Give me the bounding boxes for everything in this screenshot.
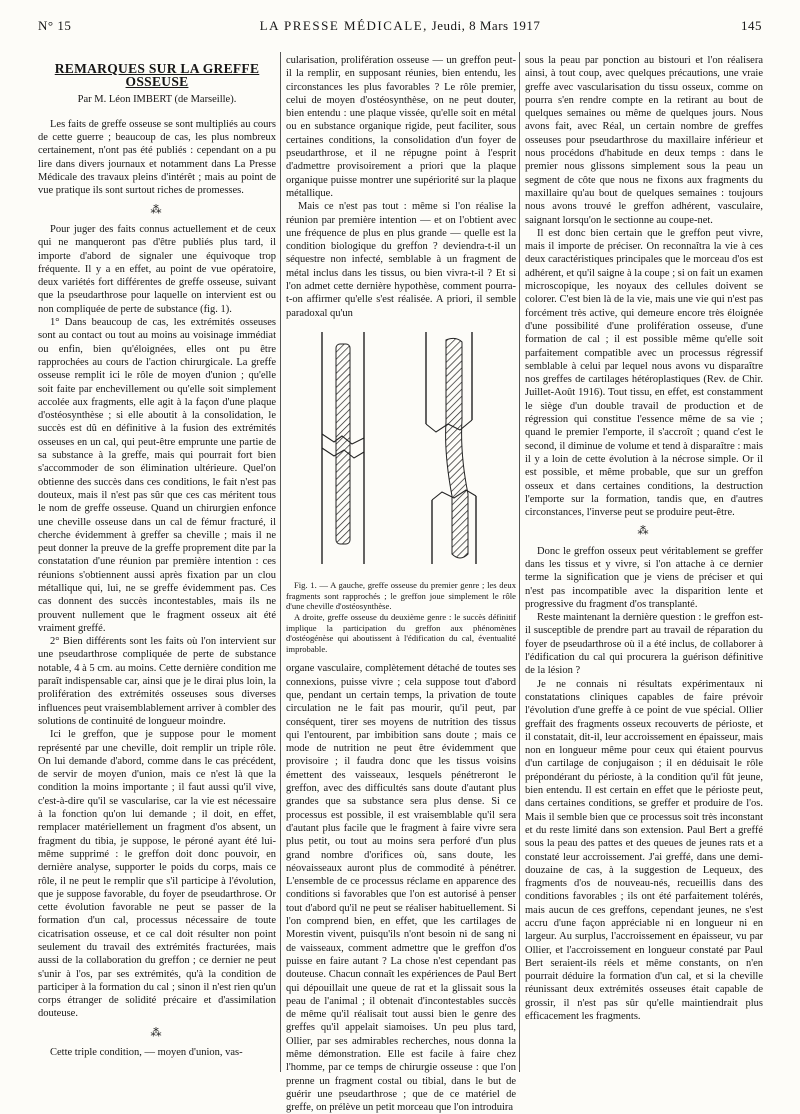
page-number: 145 (741, 18, 762, 33)
figure-1-illustration (286, 324, 516, 574)
paragraph: Reste maintenant la dernière question : le greffon est-il susceptible de prendre part au travail de réparation du foyer de pseudarthrose où il a été inclus, de collaborer à l'édification du cal qui procurera la guérison définitive de la lésion ? (525, 612, 763, 677)
paragraph: Ici le greffon, que je suppose pour le moment représenté par une cheville, doit remplir un triple rôle. On lui demande d'abord, comme dans le cas précédent, de servir de moyen d'union, mais ce n'est là que la condition la moins importante ; il faut aussi qu'il vive, c'est-à-dire qu'il se vascularise, car la vie est nécessaire à la fonction qu'on lui demande ; il doit, en effet, remplacer matériellement un fragment d'os absent, un fragment du tibia, je suppose, le péroné ayant été lui-même supprimé : le greffon doit donc pouvoir, en dernière analyse, supporter le poids du corps, mais ce rôle, il ne peut le remplir que s'il participe à l'évolution, que je suppose favorable, du foyer de pseudarthrose. Or cette évolution favorable ne peut se passer de la formation d'un cal, processus nécessaire de toute cicatrisation osseuse, et ce cal doit résulter non point seulement du travail des extrémités fracturées, mais aussi de la collaboration du greffon ; ce dernier ne peut s'unir à l'os, par ses extrémités, qu'à la condition de participer à la formation du cal ; sinon il n'est rien qu'un corps étranger de solidité précaire et d'assimilation douteuse. (38, 729, 276, 1020)
paragraph: Mais ce n'est pas tout : même si l'on réalise la réunion par première intention — et on l'obtient avec une fréquence de plus en plus grande — quelle est la condition biologique du greffon ? deviendra-t-il un séquestre non infecté, semblable à un fragment de métal inclus dans les tissus, ou bien vivra-t-il ? Et si l'on admet cette dernière hypothèse, comment pourra-t-on affirmer qu'elle s'est réalisée. A priori, il semble paradoxal qu'un (286, 201, 516, 319)
paragraph: Les faits de greffe osseuse se sont multipliés au cours de cette guerre ; beaucoup de cas, les plus nombreux certainement, n'ont pas été publiés : cependant on a pu lire dans divers journaux et notamment dans La Presse Médicale des travaux pleins d'intérêt ; mais au point de vue pratique ils sont surtout riches de promesses. (38, 118, 276, 197)
column-1 (38, 54, 276, 1074)
section-separator: ⁂ (150, 1026, 164, 1039)
section-separator: ⁂ (637, 525, 651, 538)
paragraph: cularisation, prolifération osseuse — un greffon peut-il la remplir, en supposant réunies, bien entendu, les circonstances les plus favorables ? Le rôle premier, celui de moyen d'ostéosynthèse, on ne peut douter, bien entendu : une plaque vissée, qu'elle soit en métal ou en substance organique rigide, peut faciliter, sous certaines conditions, la consolidation d'un foyer de pseudarthrose, et il ne répugne point à l'esprit d'admettre provisoirement a priori que la plaque organique puisse montrer une supériorité sur la plaque métallique. (286, 55, 516, 199)
caption-text-left: Fig. 1. — A gauche, greffe osseuse du premier genre ; les deux fragments sont rapprochés ; le greffon joue simplement le rôle d'une cheville d'ostéosynthèse. (286, 580, 516, 612)
issue-date: Jeudi, 8 Mars 1917 (431, 18, 541, 33)
article-byline: Par M. Léon IMBERT (de Marseille). (77, 93, 237, 105)
paragraph: Pour juger des faits connus actuellement et de ceux qui ne manqueront pas d'être publiés plus tard, il importe d'abord de signaler une équivoque trop fréquente. Il y a en effet, au point de vue opératoire, deux variétés fort différentes de greffe osseuse, suivant que la pseudarthrose pour laquelle on intervient est ou non compliquée de perte de substance (fig. 1). (38, 223, 276, 315)
column-3 (525, 54, 763, 1074)
column-rule-2 (519, 52, 520, 1072)
paragraph: Il est donc bien certain que le greffon peut vivre, mais il importe de préciser. On reconnaîtra la vie à ces deux caractéristiques principales que le morceau d'os est adhérent, et qu'il saigne à la coupe ; si on fait un examen microscopique, les noyaux des cellules doivent se colorer. C'est bien là de la vie, mais une vie qui n'est pas forcément très active, qui demeure encore très éloignée d'une possibilité d'une prolifération osseuse, d'une formation de cal ; il est possible même qu'elle soit parfaitement compatible avec un processus régressif semblable à celui par lequel nous avons vu disparaître nos greffes de cartilages hétéroplastiques (Rev. de Chir. Juillet-Août 1916). Tout tissu, en effet, est constamment le siège d'un double travail de production et de régression qui constitue l'essence même de sa vie ; quand le premier l'emporte, il s'accroît ; quand c'est le second, il diminue de volume et tend à disparaître : mais il y a loin de cette évolution à la nécrose simple. Or il est possible, et même probable, que sur un greffon osseux et dans certaines conditions, la destruction l'emporte sur la formation, tandis que, en d'autres circonstances, l'inverse peut se produire peut-être. (525, 227, 763, 519)
article-title: REMARQUES SUR LA GREFFE OSSEUSE (54, 61, 260, 90)
paragraph: Cette triple condition, — moyen d'union, vas- (50, 1047, 243, 1059)
column-rule-1 (280, 52, 281, 1072)
paragraph: sous la peau par ponction au bistouri et l'on réalisera ainsi, à tout coup, avec quelques précautions, une vraie greffe avec vascularisation du tissu osseux, comme on pourra s'en rendre compte en la retirant au bout de quelques semaines ou même de quelques jours. Nous avons fait, avec Réal, un certain nombre de greffes osseuses pour pseudarthrose du maxillaire inférieur et nous procédons d'habitude en deux temps : dans le premier nous glissons simplement sous la peau un segment de côte que nous ne fixons aux fragments du maxillaire qu'au bout de quelques semaines : toujours nous avons trouvé le greffon adhérent, vasculaire, saignant lorsqu'on le sectionne au coupe-net. (525, 55, 763, 226)
section-separator: ⁂ (150, 203, 164, 216)
paragraph: 1° Dans beaucoup de cas, les extrémités osseuses sont au contact ou tout au moins au voisinage immédiat ou enfin, bien qu'éloignées, elles ont pu être rapprochées au cours de l'action chirurgicale. La greffe osseuse remplit ici le rôle de moyen d'union ; qu'elle soit faite par enchevillement ou qu'elle soit simplement accolée aux fragments, elle agit à la façon d'une plaque d'ostéosynthèse ; si elle aboutit à la consolidation, le succès est dû en définitive à la fusion des extrémités osseuses en un cal, qui peut-être emprunte une partie de sa substance à la greffe, mais qui pourrait fort bien s'accommoder de son élimination ultérieure. Quel'on obtienne des succès dans ces conditions, le fait n'est pas douteux, mais il n'est pas sûr que ces cas méritent tous le nom de greffe osseuse. Quand un chirurgien enfonce une cheville osseuse dans un cal de fémur fracturé, il cherche évidemment à greffer sa cheville ; mais il ne peut donner la preuve de la greffe proprement dite par la constatation d'une réunion par première intention : ces réunions s'obtiennent aussi après fixation par un clou métallique qui, lui, ne se greffe évidemment pas. Ces cas donnent des succès incontestables, mais ils ne prouvent nullement que le fragment osseux ait été vraiment greffé. (38, 317, 276, 634)
header-title (38, 18, 762, 34)
column-2 (286, 54, 516, 1114)
paragraph: 2° Bien différents sont les faits où l'on intervient sur une pseudarthrose compliquée de perte de substance notable, 4 à 5 cm. au moins. Cette dernière condition me paraît indispensable car, ainsi que je le dirai plus loin, la prolifération des extrémités osseuses sous diverses influences peut vraisemblablement arriver à combler des solutions de continuité de longueur moindre. (38, 636, 276, 727)
caption-text-right: A droite, greffe osseuse du deuxième genre : le succès définitif implique la participation du greffon aux phénomènes d'ostéogénèse qui aboutissent à l'édification du cal, éventualité improbable. (286, 612, 516, 654)
issue-number: N° 15 (38, 18, 72, 33)
figure-left-bone (322, 332, 364, 564)
page-header (38, 18, 762, 40)
journal-name: LA PRESSE MÉDICALE, (259, 18, 428, 33)
figure-caption (286, 580, 516, 654)
figure-right-bone (426, 332, 476, 564)
paragraph: Je ne connais ni résultats expérimentaux ni constatations cliniques capables de faire prévoir l'évolution d'une greffe à ce point de vue spécial. Ollier greffait des fragments osseux recouverts de périoste, et il constatait, dit-il, leur accroissement en épaisseur, mais non en longueur même pour ceux qui étaient pourvus d'un cartilage de conjugaison ; il en déduisait le rôle prépondérant du périoste, à la condition qu'il fût jeune, bien entendu. Il est certain en effet que le périoste peut, dans certaines conditions, se greffer et produire de l'os. Mais il semble bien que ce processus soit très inconstant et du reste limité dans son extension. Paul Bert a greffé sous la peau des pattes et des queues de jeunes rats et a constaté leur accroissement. J'ai greffé, dans une demi-douzaine de cas, à la suggestion de Lequeux, des fragments d'os de nouveau-nés, recueillis dans des conditions favorables ; ils ont été parfaitement tolérés, mais aucun de ces greffons, cependant jeunes, ne s'est accru d'une façon appréciable ni en longueur ni en largeur. Au surplus, l'accroissement en épaisseur, vu par Ollier, et l'accroissement en longueur constaté par Paul Bert seraient-ils réels et même constants, on n'en pourrait déduire la formation d'un cal, et si la cheville réunissant deux extrémités osseuses était capable de grossir, il n'est pas sûr qu'elle maintiendrait plus efficacement les fragments. (525, 678, 763, 1023)
paragraph: Donc le greffon osseux peut véritablement se greffer dans les tissus et y vivre, si l'on attache à ce dernier terme la signification que je viens de préciser et qui n'est pas incompatible avec la disparition lente et progressive du fragment d'os transplanté. (525, 545, 763, 610)
paragraph: organe vasculaire, complètement détaché de toutes ses connexions, puisse vivre ; cela suppose tout d'abord que, pendant un certain temps, la privation de toute circulation ne le fait pas mourir, qu'il peut, par conséquent, tirer ses moyens de nutrition des tissus qui l'entourent, par imbibition sans doute ; mais ce mode de nutrition ne peut être évidemment que provisoire ; il faudra donc que les tissus voisins émettent des vaisseaux, lesquels pénétreront le greffon, avec des difficultés sans doute d'autant plus grandes que sa substance sera plus dense. Si ce processus est possible, il est vraisemblable qu'il sera d'autant plus facile que le fragment à faire vivre sera plus petit, ou tout au moins sera perforé d'un plus grand nombre d'orifices où, sans doute, les néovaisseaux auront plus de commodité à pénétrer. L'ensemble de ce processus réclame en apparence des conditions si favorables que l'on est autorisé à penser tout d'abord qu'il ne peut se réaliser habituellement. Si l'on comprend bien, en effet, que les cartilages de Morestin vivent, puisqu'ils n'ont besoin ni de sang ni de vaisseaux, comment admettre que le greffon d'os puisse en faire autant ? La chose n'est cependant pas douteuse. Chacun connaît les expériences de Paul Bert qui dépouillait une queue de rat et la glissait sous la peau de l'animal ; il obtenait d'incontestables succès de même qu'il réalisait tout aussi bien le genre des greffes qu'il appelait siamoises. Un peu plus tard, Ollier, par ses admirables recherches, nous donna la même démonstration. Elle est facile à faire chez l'homme, par ce temps de chirurgie osseuse : que l'on prenne un fragment costal ou tibial, dans le but de guérir une pseudarthrose ; que de ce matériel de greffe, on prélève un petit morceau que l'on introduira (286, 663, 516, 1114)
